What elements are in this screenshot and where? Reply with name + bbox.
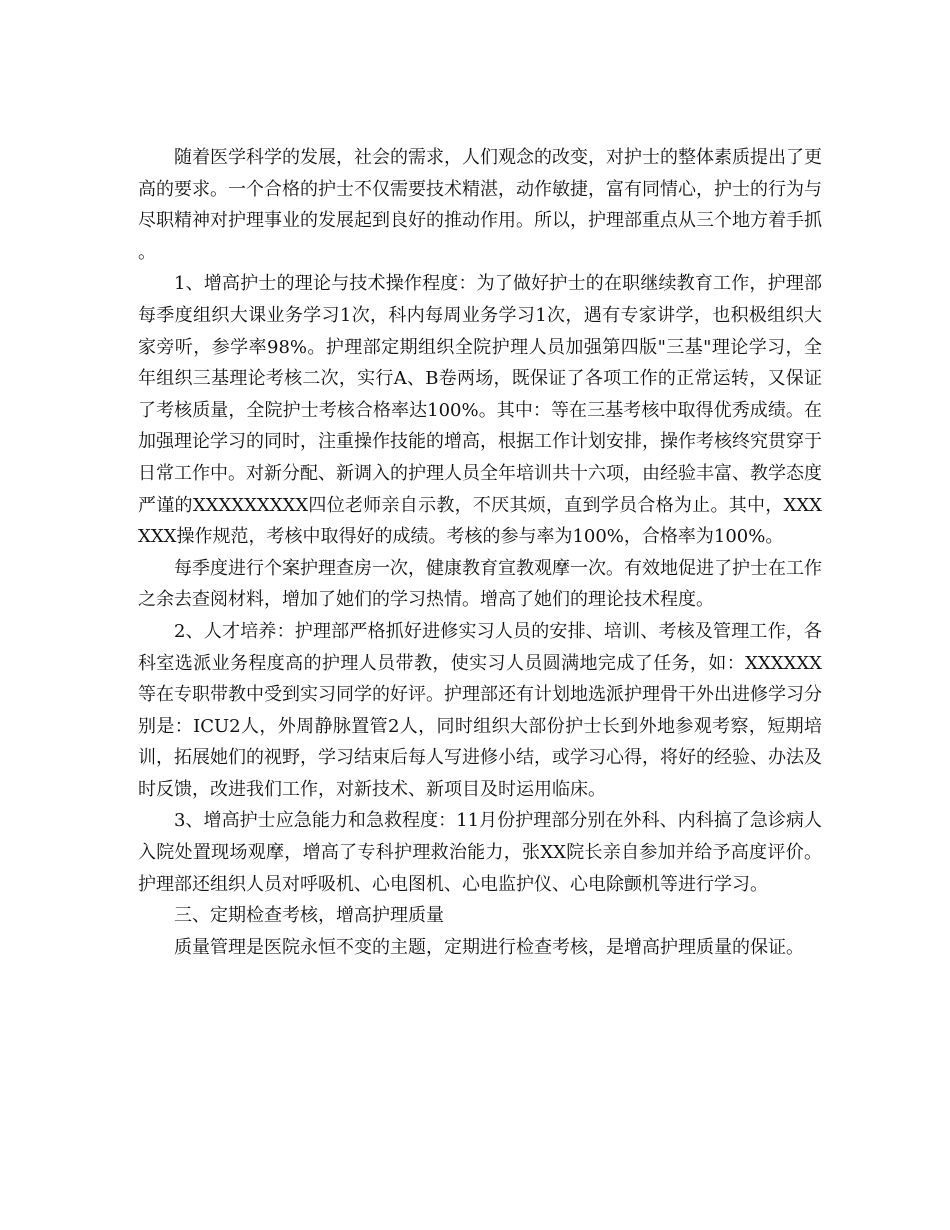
paragraph-quality-management: 质量管理是医院永恒不变的主题，定期进行检查考核，是增高护理质量的保证。 [174,936,804,958]
document-body [138,142,822,963]
paragraph-talent-training: 2、人才培养：护理部严格抓好进修实习人员的安排、培训、考核及管理工作，各科室选派业务程度高的护理人员带教，使实习人员圆满地完成了任务，如：XXXXXX等在专职带教中受到实习同学的好评。护理部还有计划地选派护理骨干外出进修学习分别是：ICU2人，外周静脉置管2人，同时组织大部份护士长到外地参观考察，短期培训，拓展她们的视野，学习结束后每人写进修小结，或学习心得，将好的经验、办法及时反馈，改进我们工作，对新技术、新项目及时运用临床。 [138,620,822,800]
paragraph-emergency-skills: 3、增高护士应急能力和急救程度：11月份护理部分别在外科、内科搞了急诊病人入院处置现场观摩，增高了专科护理救治能力，张XX院长亲自参加并给予高度评价。护理部还组织人员对呼吸机、心电图机、心电监护仪、心电除颤机等进行学习。 [138,810,822,895]
paragraph-case-rounds: 每季度进行个案护理查房一次，健康教育宣教观摩一次。有效地促进了护士在工作之余去查阅材料，增加了她们的学习热情。增高了她们的理论技术程度。 [138,557,822,611]
section-heading-quality: 三、定期检查考核，增高护理质量 [174,905,444,927]
paragraph-theory-training: 1、增高护士的理论与技术操作程度：为了做好护士的在职继续教育工作，护理部每季度组织大课业务学习1次，科内每周业务学习1次，遇有专家讲学，也积极组织大家旁听，参学率98%。护理部定期组织全院护理人员加强第四版"三基"理论学习，全年组织三基理论考核二次，实行A、B卷两场，既保证了各项工作的正常运转，又保证了考核质量，全院护士考核合格率达100%。其中：等在三基考核中取得优秀成绩。在加强理论学习的同时，注重操作技能的增高，根据工作计划安排，操作考核终究贯穿于日常工作中。对新分配、新调入的护理人员全年培训共十六项，由经验丰富、教学态度严谨的XXXXXXXXX四位老师亲自示教，不厌其烦，直到学员合格为止。其中，XXXXXX操作规范，考核中取得好的成绩。考核的参与率为100%，合格率为100%。 [138,273,822,548]
paragraph-intro: 随着医学科学的发展，社会的需求，人们观念的改变，对护士的整体素质提出了更高的要求。一个合格的护士不仅需要技术精湛，动作敏捷，富有同情心，护士的行为与尽职精神对护理事业的发展起到良好的推动作用。所以，护理部重点从三个地方着手抓。 [138,147,822,263]
